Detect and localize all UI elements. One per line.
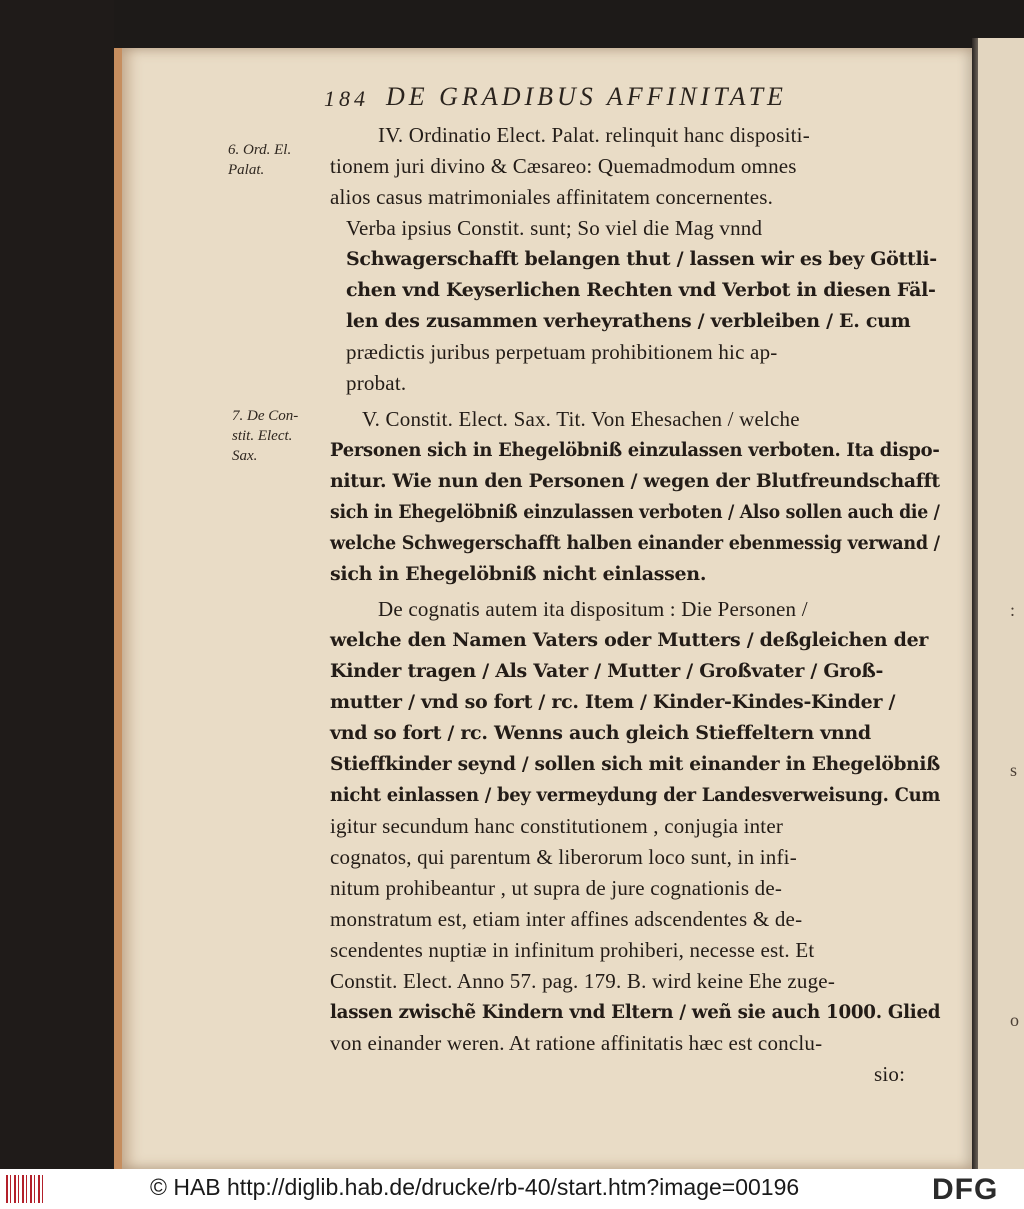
facing-page-fragment: o xyxy=(1010,1010,1019,1030)
text-line: len des zusammen verheyrathens / verbleiben / E. cum xyxy=(346,310,911,332)
text-line: sich in Ehegelöbniß einzulassen verboten / Also sollen auch die / xyxy=(330,501,940,523)
text-line: IV. Ordinatio Elect. Palat. relinquit hanc dispositi- xyxy=(378,123,810,147)
text-line: tionem juri divino & Cæsareo: Quemadmodum omnes xyxy=(330,154,797,178)
text-line: Schwagerschafft belangen thut / lassen wir es bey Göttli- xyxy=(346,248,937,270)
text-line: probat. xyxy=(346,371,407,395)
dfg-logo: DFG xyxy=(932,1173,999,1206)
copyright-link[interactable]: © HAB http://diglib.hab.de/drucke/rb-40/start.htm?image=00196 xyxy=(150,1174,800,1200)
text-line: Stieffkinder seynd / sollen sich mit einander in Ehegelöbniß xyxy=(330,753,940,775)
text-line: De cognatis autem ita dispositum : Die Personen / xyxy=(378,597,808,621)
text-line: V. Constit. Elect. Sax. Tit. Von Ehesachen / welche xyxy=(362,407,800,431)
text-line: Kinder tragen / Als Vater / Mutter / Großvater / Groß- xyxy=(330,660,884,682)
text-line: von einander weren. At ratione affinitatis hæc est conclu- xyxy=(330,1031,823,1055)
barcode-icon xyxy=(6,1175,46,1203)
text-line: nicht einlassen / bey vermeydung der Landesverweisung. Cum xyxy=(330,784,941,806)
facing-page-fragment: s xyxy=(1010,760,1018,780)
text-line: welche Schwegerschafft halben einander ebenmessig verwand / xyxy=(330,532,940,554)
text-line: nitum prohibeantur , ut supra de jure cognationis de- xyxy=(330,876,783,900)
text-line: sio: xyxy=(874,1062,906,1086)
scan-background xyxy=(0,0,114,1169)
margin-note: 7. De Con- stit. Elect. Sax. xyxy=(232,408,299,464)
text-line: Verba ipsius Constit. sunt; So viel die Mag vnnd xyxy=(346,216,763,240)
text-line: lassen zwischẽ Kindern vnd Eltern / weñ sie auch 1000. Glied xyxy=(330,1001,941,1023)
text-line: scendentes nuptiæ in infinitum prohiberi, necesse est. Et xyxy=(330,938,815,962)
page-number: 184 xyxy=(324,86,369,111)
text-line: monstratum est, etiam inter affines adscendentes & de- xyxy=(330,907,803,931)
text-line: prædictis juribus perpetuam prohibitionem hic ap- xyxy=(346,340,778,364)
text-line: chen vnd Keyserlichen Rechten vnd Verbot in diesen Fäl- xyxy=(346,279,936,301)
text-line: cognatos, qui parentum & liberorum loco sunt, in infi- xyxy=(330,845,797,869)
text-line: vnd so fort / rc. Wenns auch gleich Stieffeltern vnnd xyxy=(330,722,871,744)
text-line: welche den Namen Vaters oder Mutters / deßgleichen der xyxy=(330,629,929,651)
text-line: Constit. Elect. Anno 57. pag. 179. B. wird keine Ehe zuge- xyxy=(330,969,836,993)
text-line: nitur. Wie nun den Personen / wegen der Blutfreundschafft xyxy=(330,470,940,492)
text-line: alios casus matrimoniales affinitatem concernentes. xyxy=(330,185,774,209)
viewer-footer xyxy=(0,1169,1024,1209)
text-line: mutter / vnd so fort / rc. Item / Kinder-Kindes-Kinder / xyxy=(330,691,896,713)
facing-page-fragment: : xyxy=(1010,600,1016,620)
running-head xyxy=(318,82,878,118)
text-line: Personen sich in Ehegelöbniß einzulassen verboten. Ita dispo- xyxy=(330,439,940,461)
margin-note: 6. Ord. El. Palat. xyxy=(228,142,292,178)
text-line: sich in Ehegelöbniß nicht einlassen. xyxy=(330,563,707,585)
text-line: igitur secundum hanc constitutionem , conjugia inter xyxy=(330,814,784,838)
running-title: DE GRADIBUS AFFINITATE xyxy=(386,82,787,111)
